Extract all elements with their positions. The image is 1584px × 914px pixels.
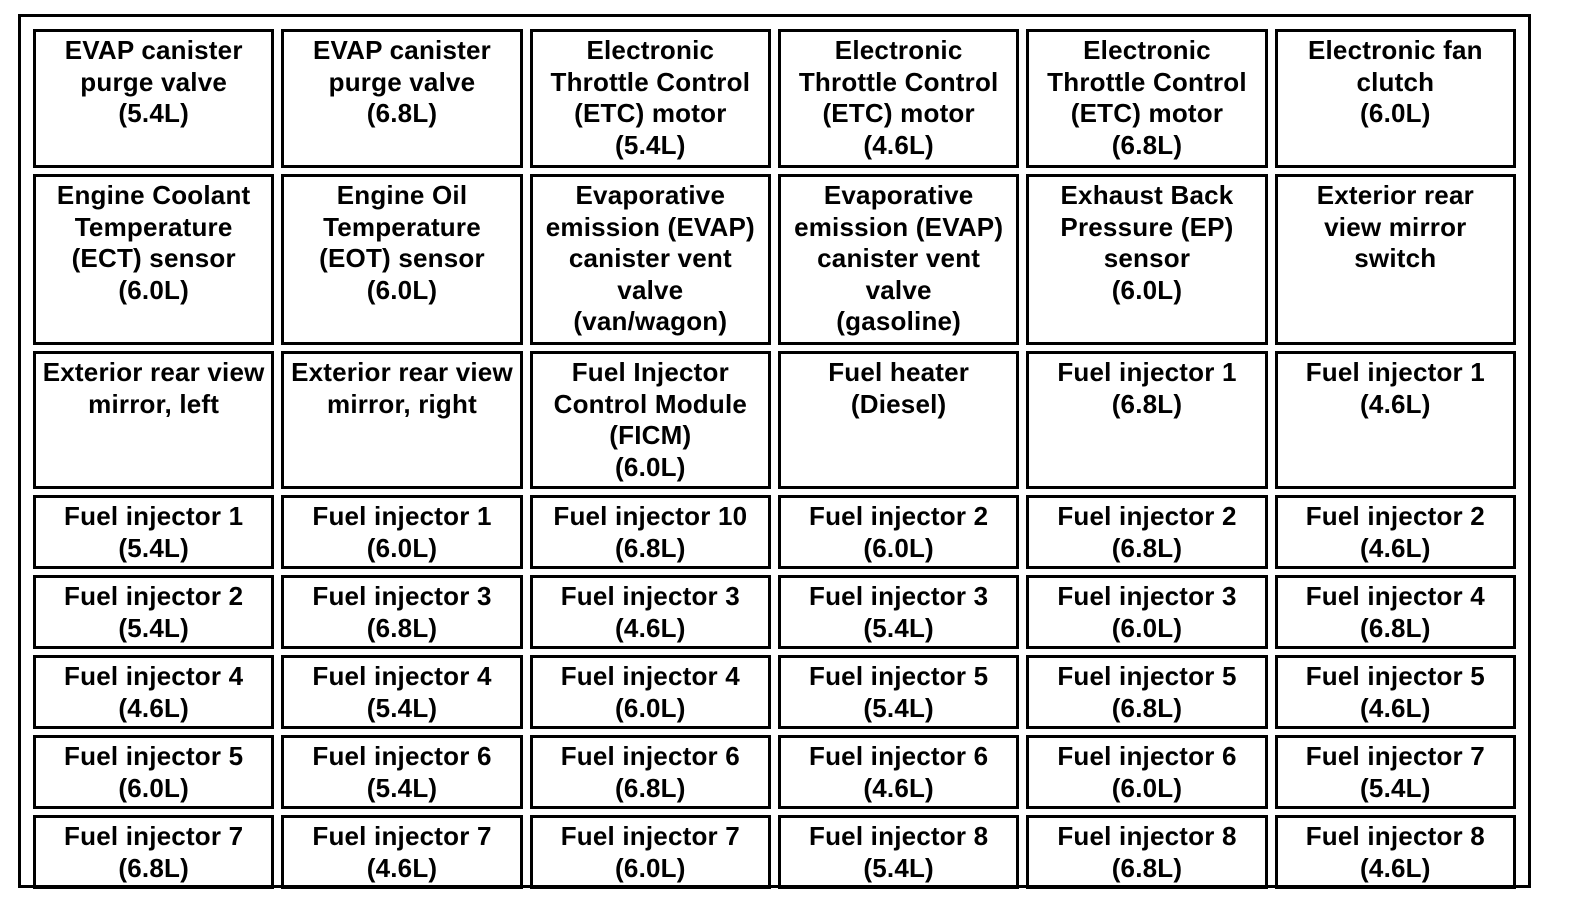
table-cell: Fuel injector 6 (4.6L) — [778, 735, 1019, 809]
table-cell: Fuel injector 2 (6.8L) — [1026, 495, 1267, 569]
table-cell: Evaporative emission (EVAP) canister vent valve (gasoline) — [778, 174, 1019, 345]
table-cell: Fuel injector 1 (4.6L) — [1275, 351, 1516, 489]
table-cell: Fuel injector 5 (5.4L) — [778, 655, 1019, 729]
table-cell: Fuel injector 7 (4.6L) — [281, 815, 522, 889]
table-row — [33, 29, 1516, 168]
table-cell: Fuel injector 2 (6.0L) — [778, 495, 1019, 569]
table-cell: Fuel heater (Diesel) — [778, 351, 1019, 489]
table-cell: Fuel injector 1 (6.8L) — [1026, 351, 1267, 489]
table-cell: Exterior rear view mirror switch — [1275, 174, 1516, 345]
table-cell: Fuel injector 3 (6.8L) — [281, 575, 522, 649]
table-cell: Fuel injector 2 (4.6L) — [1275, 495, 1516, 569]
table-row — [33, 495, 1516, 569]
table-cell: Electronic Throttle Control (ETC) motor (4.6L) — [778, 29, 1019, 168]
table-cell: Evaporative emission (EVAP) canister vent valve (van/wagon) — [530, 174, 771, 345]
table-cell: Fuel injector 3 (4.6L) — [530, 575, 771, 649]
component-index-table-frame — [18, 14, 1531, 888]
component-index-table — [26, 23, 1523, 895]
table-cell: Fuel injector 1 (5.4L) — [33, 495, 274, 569]
table-row — [33, 575, 1516, 649]
table-cell: Fuel injector 8 (5.4L) — [778, 815, 1019, 889]
table-row — [33, 174, 1516, 345]
table-cell: Fuel injector 8 (6.8L) — [1026, 815, 1267, 889]
table-row — [33, 735, 1516, 809]
table-cell: Fuel injector 2 (5.4L) — [33, 575, 274, 649]
table-cell: Fuel injector 3 (6.0L) — [1026, 575, 1267, 649]
table-cell: Fuel injector 5 (6.0L) — [33, 735, 274, 809]
table-cell: Fuel injector 7 (5.4L) — [1275, 735, 1516, 809]
table-cell: Fuel injector 1 (6.0L) — [281, 495, 522, 569]
table-cell: Exhaust Back Pressure (EP) sensor (6.0L) — [1026, 174, 1267, 345]
table-cell: Fuel injector 5 (6.8L) — [1026, 655, 1267, 729]
table-cell: Fuel injector 6 (6.0L) — [1026, 735, 1267, 809]
table-row — [33, 655, 1516, 729]
table-cell: Fuel injector 3 (5.4L) — [778, 575, 1019, 649]
table-cell: EVAP canister purge valve (6.8L) — [281, 29, 522, 168]
table-row — [33, 351, 1516, 489]
table-cell: EVAP canister purge valve (5.4L) — [33, 29, 274, 168]
table-cell: Electronic Throttle Control (ETC) motor (6.8L) — [1026, 29, 1267, 168]
table-cell: Fuel injector 8 (4.6L) — [1275, 815, 1516, 889]
table-cell: Fuel injector 6 (5.4L) — [281, 735, 522, 809]
table-cell: Fuel injector 4 (4.6L) — [33, 655, 274, 729]
table-cell: Engine Coolant Temperature (ECT) sensor (6.0L) — [33, 174, 274, 345]
table-cell: Fuel injector 5 (4.6L) — [1275, 655, 1516, 729]
table-row — [33, 815, 1516, 889]
table-cell: Fuel injector 4 (6.8L) — [1275, 575, 1516, 649]
table-cell: Fuel injector 10 (6.8L) — [530, 495, 771, 569]
table-cell: Fuel injector 4 (6.0L) — [530, 655, 771, 729]
table-cell: Exterior rear view mirror, left — [33, 351, 274, 489]
table-cell: Electronic Throttle Control (ETC) motor (5.4L) — [530, 29, 771, 168]
table-cell: Fuel injector 4 (5.4L) — [281, 655, 522, 729]
table-cell: Fuel injector 7 (6.0L) — [530, 815, 771, 889]
table-cell: Electronic fan clutch (6.0L) — [1275, 29, 1516, 168]
table-cell: Engine Oil Temperature (EOT) sensor (6.0L) — [281, 174, 522, 345]
table-cell: Fuel injector 6 (6.8L) — [530, 735, 771, 809]
table-cell: Fuel Injector Control Module (FICM) (6.0L) — [530, 351, 771, 489]
table-cell: Exterior rear view mirror, right — [281, 351, 522, 489]
table-cell: Fuel injector 7 (6.8L) — [33, 815, 274, 889]
